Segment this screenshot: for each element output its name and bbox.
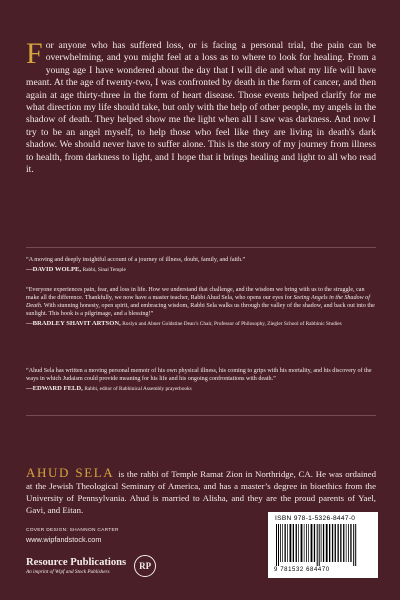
barcode-panel — [268, 512, 378, 578]
publisher-block — [26, 555, 226, 577]
quote-artson — [26, 286, 376, 328]
intro-text: or anyone who has suffered loss, or is facing a personal trial, the pain can be overwhelming, and you might feel at a loss as to where to look for healing. From a young age I have wondered about the day that I will die and what my life will have meant. At the age of twenty-two, I was confronted by death in the form of cancer, and then again at age thirty-three in the form of heart disease. Those events helped clarify for me what direction my life should take, but only with the help of other people, my angels in the shadow of death. They helped show me the light when all I saw was darkness. And now I try to be an angel myself, to help those who feel like they are living in death's dark shadow. We should never have to suffer alone. This is the story of my journey from illness to health, from darkness to light, and I hope that it brings healing and light to all who read it. — [26, 40, 376, 176]
quote-attribution — [26, 266, 376, 274]
quote-wolpe — [26, 256, 376, 274]
quote-text: “A moving and deeply insightful account of a journey of illness, doubt, family, and faith.” — [26, 257, 246, 263]
quote-author-title: Roslyn and Abner Goldstine Dean’s Chair, Professor of Philosophy, Ziegler School of Rabbinic Studies — [122, 321, 342, 328]
author-name: AHUD SELA — [26, 465, 115, 480]
quote-author: —BRADLEY SHAVIT ARTSON, — [26, 320, 121, 328]
quote-text: “Ahud Sela has written a moving personal memoir of his own physical illness, his coming to grips with his mortality, and his discovery of the ways in which Judaism could provide meaning for his life and his ongoing confrontations with death.” — [26, 368, 372, 383]
quote-author: —EDWARD FELD, — [26, 385, 83, 393]
publisher-text — [26, 557, 126, 575]
quote-author-title: Rabbi, Sinai Temple — [82, 267, 126, 274]
publisher-url[interactable]: www.wipfandstock.com — [26, 535, 102, 544]
author-bio — [26, 467, 376, 516]
quote-text: “Everyone experiences pain, fear, and loss in life. How we understand that challenge, and the wisdom we bring with us to the struggle, can make all the difference. Thankfully, we now have a master teacher, Rabbi Ahud Sela, who opens our eyes for — [26, 287, 365, 302]
cover-design-credit: COVER DESIGN: SHANNON CARTER — [26, 528, 119, 533]
quote-text-cont: . With stunning honesty, open spirit, and embracing wisdom, Rabbi Sela walks us through the valley of the shadow, and back out into the sunlight. This book is a pilgrimage, and a blessing!” — [26, 303, 375, 318]
quote-author-title: Rabbi, editor of Rabbinical Assembly prayerbooks — [84, 386, 192, 393]
book-title: Seeing Angels in the Shadow of Death — [26, 295, 370, 310]
divider-top — [26, 247, 376, 248]
quote-attribution — [26, 385, 376, 393]
divider-bottom — [26, 415, 376, 416]
quote-author: —DAVID WOLPE, — [26, 266, 82, 274]
intro-paragraph — [26, 37, 376, 176]
publisher-imprint: An imprint of Wipf and Stock Publishers — [26, 569, 110, 575]
bio-text: is the rabbi of Temple Ramat Zion in Northridge, CA. He was ordained at the Jewish Theological Seminary of America, and has a master’s degree in bioethics from the University of Pennsylvania. Ahud is married to Alisha, and they are the proud parents of Yael, Gavi, and Eitan. — [26, 469, 376, 515]
isbn-label: ISBN 978-1-5326-8447-0 — [275, 515, 356, 522]
barcode-number: 9 781532 684470 — [274, 567, 330, 573]
drop-cap: F — [26, 37, 43, 70]
barcode-icon — [276, 524, 370, 566]
publisher-credits — [26, 528, 226, 577]
publisher-logo-icon: RP — [134, 555, 156, 577]
publisher-name: Resource Publications — [26, 557, 127, 568]
quote-attribution — [26, 320, 376, 328]
quote-feld — [26, 367, 376, 393]
